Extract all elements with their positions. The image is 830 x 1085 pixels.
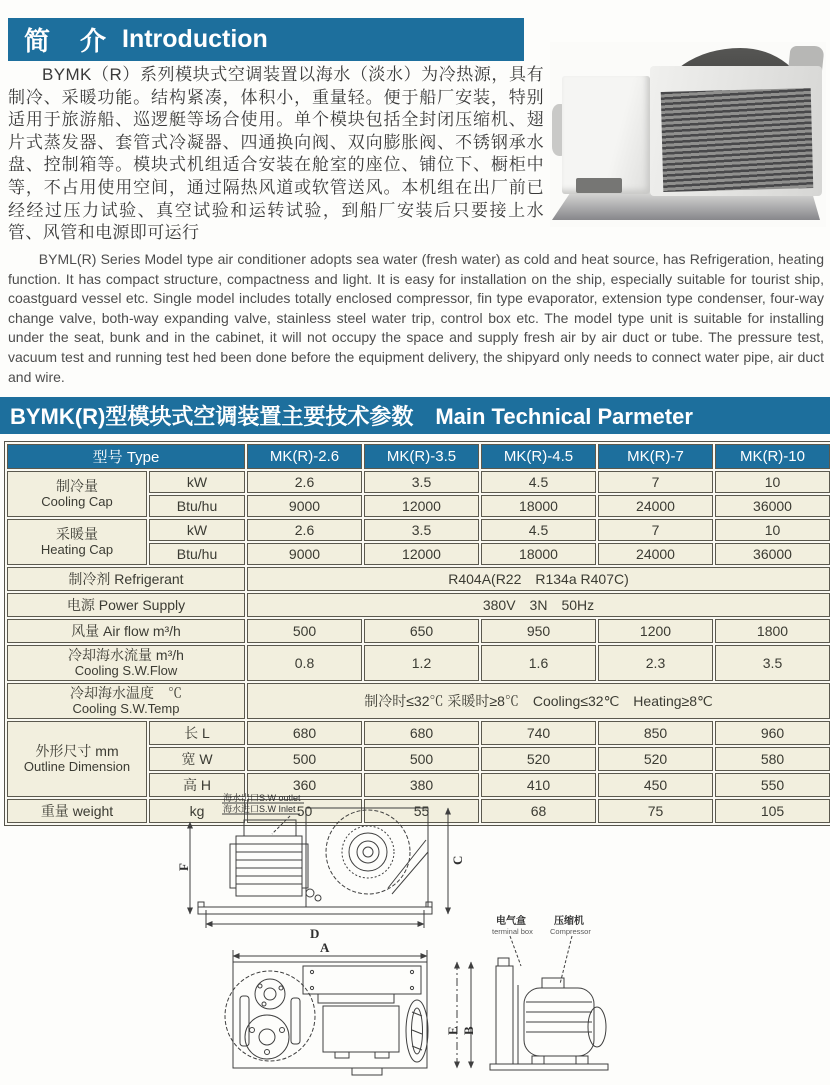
value-cell: 0.8: [247, 645, 362, 681]
value-cell: 2.6: [247, 471, 362, 493]
value-cell: 500: [247, 619, 362, 643]
value-cell: 3.5: [364, 471, 479, 493]
heating-kw-row: [7, 519, 830, 541]
cooling-cap-label: 制冷量 Cooling Cap: [7, 471, 147, 517]
photo-condenser-coil: [661, 88, 814, 192]
value-cell: 12000: [364, 495, 479, 517]
introduction-paragraph-zh: BYMK（R）系列模块式空调装置以海水（淡水）为冷热源，具有制冷、采暖功能。结构紧凑，体积小，重量轻。便于船厂安装，特别适用于旅游船、巡逻艇等场合使用。单个模块包括全封闭压缩机、翅片式蒸发器、套管式冷凝器、四通换向阀、双向膨胀阀、不锈钢承水盘、控制箱等。模块式机组适合安装在舱室的座位、铺位下、橱柜中等，不占用使用空间，通过隔热风道或软管送风。本机组在出厂前已经经过压力试验、真空试验和运转试验，到船厂安装后只要接上水管、风管和电源即可运行: [8, 65, 544, 243]
refrigerant-label: 制冷剂 Refrigerant: [7, 567, 245, 591]
value-cell: 500: [247, 747, 362, 771]
value-cell: 2.3: [598, 645, 713, 681]
unit-cell: Btu/hu: [149, 495, 245, 517]
dimension-length-row: [7, 721, 830, 745]
dim-e-label: E: [445, 1026, 460, 1035]
unit-cell: kg: [149, 799, 245, 823]
value-cell: 36000: [715, 495, 830, 517]
airflow-label: 风量 Air flow m³/h: [7, 619, 245, 643]
value-cell: 9000: [247, 495, 362, 517]
value-cell: 550: [715, 773, 830, 797]
value-cell: 36000: [715, 543, 830, 565]
sw-outlet-label: 海水出口S.W outlet: [223, 793, 301, 803]
value-cell: 18000: [481, 495, 596, 517]
heating-cap-label: 采暖量 Heating Cap: [7, 519, 147, 565]
dim-b-label: B: [461, 1026, 476, 1035]
value-cell: 740: [481, 721, 596, 745]
sw-temp-value: 制冷时≤32℃ 采暖时≥8℃ Cooling≤32℃ Heating≥8℃: [247, 683, 830, 719]
introduction-header-bar: [8, 18, 524, 61]
terminal-box-label-zh: 电气盒: [496, 916, 526, 927]
plan-view-drawing: [225, 950, 471, 1075]
height-label: 高 H: [149, 773, 245, 797]
refrigerant-row: [7, 567, 830, 591]
value-cell: 380: [364, 773, 479, 797]
value-cell: 1.6: [481, 645, 596, 681]
value-cell: 520: [481, 747, 596, 771]
value-cell: 7: [598, 519, 713, 541]
value-cell: 7: [598, 471, 713, 493]
value-cell: 9000: [247, 543, 362, 565]
dim-a-label: A: [320, 940, 330, 955]
value-cell: 680: [247, 721, 362, 745]
value-cell: 2.6: [247, 519, 362, 541]
model-column-header: MK(R)-2.6: [247, 444, 362, 469]
sw-flow-label: 冷却海水流量 m³/h Cooling S.W.Flow: [7, 645, 245, 681]
width-label: 宽 W: [149, 747, 245, 771]
value-cell: 55: [364, 799, 479, 823]
unit-cell: kW: [149, 471, 245, 493]
specs-header-bar: [0, 397, 830, 434]
photo-base-plate: [552, 192, 820, 220]
introduction-title-zh: 简 介: [24, 26, 109, 56]
value-cell: 410: [481, 773, 596, 797]
outline-dimension-label: 外形尺寸 mm Outline Dimension: [7, 721, 147, 797]
value-cell: 4.5: [481, 471, 596, 493]
value-cell: 18000: [481, 543, 596, 565]
value-cell: 10: [715, 471, 830, 493]
value-cell: 500: [364, 747, 479, 771]
value-cell: 360: [247, 773, 362, 797]
refrigerant-value: R404A(R22 R134a R407C): [247, 567, 830, 591]
sw-flow-row: [7, 645, 830, 681]
model-column-header: MK(R)-4.5: [481, 444, 596, 469]
introduction-paragraph-en: BYML(R) Series Model type air conditioner adopts sea water (fresh water) as cold and heat source, has Refrigeration, heating function. It has compact structure, compactness and light. It is easy for installation on the ship, especially suitable for tourist ship, coastguard vessel etc. Single model includes totally enclosed compressor, fin type evaporator, extension type condenser, four-way change valve, both-way expanding valve, stainless steel water trip, control box etc. The model type unit is suitable for installing under the seat, bunk and in the cabinet, it will not occupy the space and supply fresh air by air duct or tube. The pressure test, vacuum test and running test hed been done before the equipment delivery, the shipyard only needs to connect water pipe, air duct and wire.: [8, 251, 824, 385]
value-cell: 650: [364, 619, 479, 643]
introduction-title-en: Introduction: [122, 25, 268, 53]
length-label: 长 L: [149, 721, 245, 745]
value-cell: 1800: [715, 619, 830, 643]
value-cell: 24000: [598, 495, 713, 517]
power-supply-row: [7, 593, 830, 617]
value-cell: 1200: [598, 619, 713, 643]
terminal-box-label-en: terminal box: [492, 927, 533, 936]
value-cell: 105: [715, 799, 830, 823]
sw-inlet-label: 海水进口S.W Inlet: [223, 804, 296, 814]
model-column-header: MK(R)-10: [715, 444, 830, 469]
value-cell: 3.5: [715, 645, 830, 681]
sw-temp-label: 冷却海水温度 ℃ Cooling S.W.Temp: [7, 683, 245, 719]
specs-title: BYMK(R)型模块式空调装置主要技术参数 Main Technical Parmeter: [10, 404, 693, 429]
type-header-cell: 型号 Type: [7, 444, 245, 469]
value-cell: 10: [715, 519, 830, 541]
compressor-label-zh: 压缩机: [554, 916, 584, 927]
value-cell: 75: [598, 799, 713, 823]
cooling-kw-row: [7, 471, 830, 493]
sw-temp-row: [7, 683, 830, 719]
unit-cell: kW: [149, 519, 245, 541]
model-column-header: MK(R)-3.5: [364, 444, 479, 469]
value-cell: 12000: [364, 543, 479, 565]
dim-c-label: C: [450, 855, 465, 865]
value-cell: 24000: [598, 543, 713, 565]
airflow-row: [7, 619, 830, 643]
value-cell: 50: [247, 799, 362, 823]
technical-drawings: [140, 790, 700, 1085]
value-cell: 960: [715, 721, 830, 745]
value-cell: 950: [481, 619, 596, 643]
photo-control-box: [562, 76, 650, 194]
weight-label: 重量 weight: [7, 799, 147, 823]
value-cell: 680: [364, 721, 479, 745]
value-cell: 4.5: [481, 519, 596, 541]
photo-fitting-detail: [576, 178, 622, 193]
power-supply-label: 电源 Power Supply: [7, 593, 245, 617]
value-cell: 68: [481, 799, 596, 823]
value-cell: 3.5: [364, 519, 479, 541]
side-view-drawing: [190, 803, 448, 928]
value-cell: 850: [598, 721, 713, 745]
value-cell: 580: [715, 747, 830, 771]
value-cell: 520: [598, 747, 713, 771]
spec-table-wrapper: [4, 441, 826, 826]
model-column-header: MK(R)-7: [598, 444, 713, 469]
spec-table: [4, 441, 830, 826]
table-header-row: [7, 444, 830, 469]
value-cell: 1.2: [364, 645, 479, 681]
value-cell: 450: [598, 773, 713, 797]
dim-d-label: D: [310, 926, 320, 941]
compressor-label-en: Compressor: [550, 927, 591, 936]
product-photo: [550, 42, 826, 227]
dim-f-label: F: [176, 863, 191, 871]
compressor-view-drawing: [490, 936, 608, 1070]
unit-cell: Btu/hu: [149, 543, 245, 565]
power-supply-value: 380V 3N 50Hz: [247, 593, 830, 617]
